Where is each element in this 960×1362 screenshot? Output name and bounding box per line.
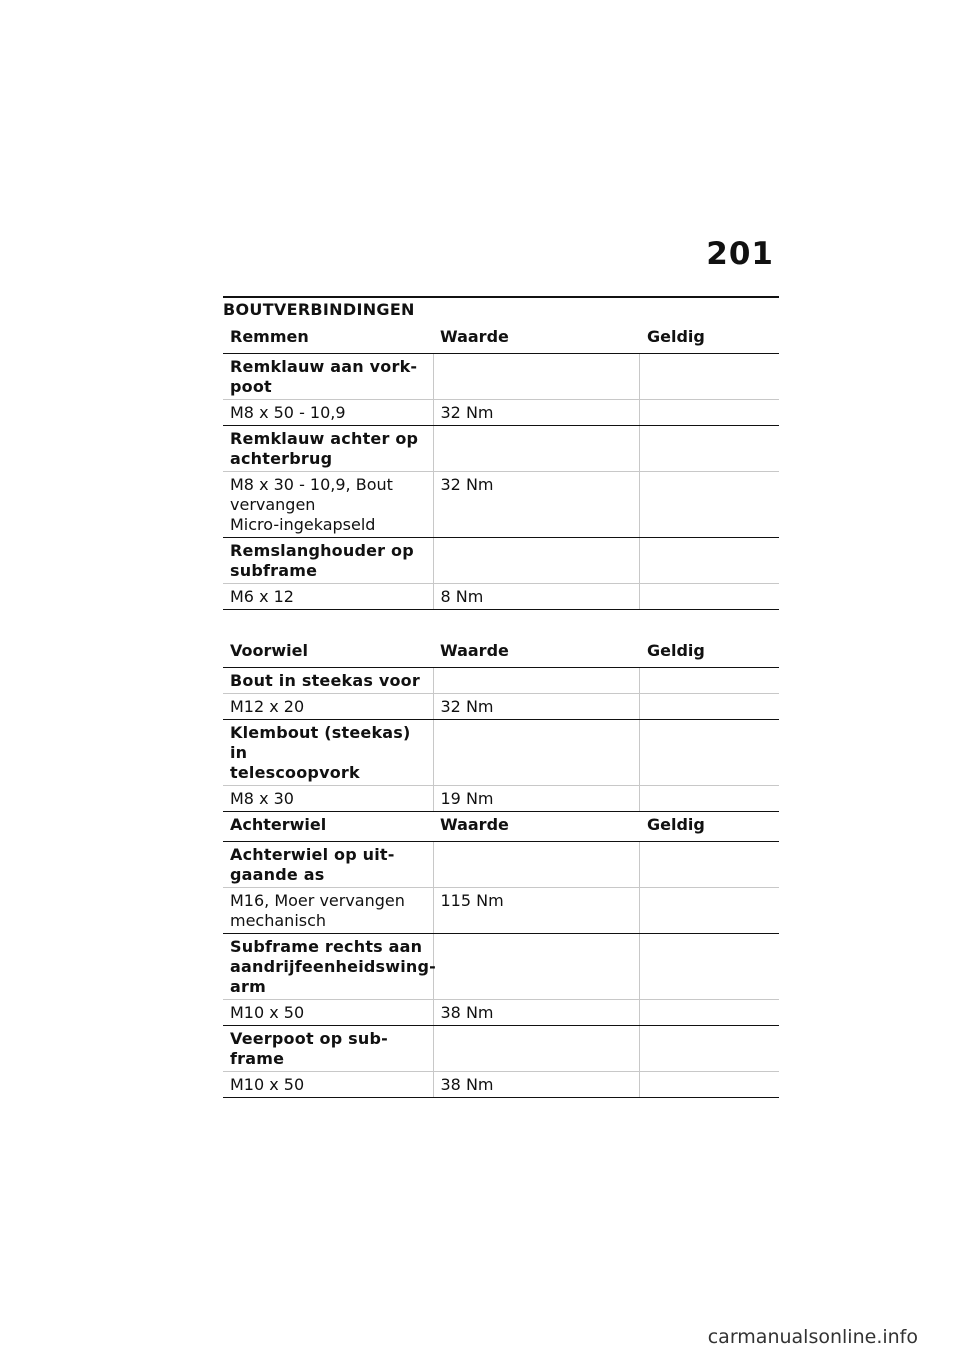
component-name: Remklauw achter op achterbrug	[223, 426, 433, 472]
component-name: Remklauw aan vork- poot	[223, 354, 433, 400]
component-name: Subframe rechts aan aandrijfeenheidswing- arm	[223, 934, 433, 1000]
brakes-torque-table	[223, 320, 779, 610]
column-header-component: Achterwiel	[223, 808, 433, 842]
table-row-spec	[223, 1000, 779, 1026]
empty-cell	[433, 934, 639, 1000]
empty-cell	[433, 426, 639, 472]
empty-cell	[433, 842, 639, 888]
torque-value: 32 Nm	[433, 400, 639, 426]
torque-value: 8 Nm	[433, 584, 639, 610]
column-header-valid: Geldig	[639, 320, 779, 354]
table-header-row	[223, 320, 779, 354]
empty-cell	[433, 354, 639, 400]
table-row-item	[223, 1026, 779, 1072]
empty-cell	[639, 538, 779, 584]
bolt-spec: M8 x 30	[223, 786, 433, 812]
bolt-spec: M10 x 50	[223, 1072, 433, 1098]
column-header-valid: Geldig	[639, 634, 779, 668]
torque-value: 38 Nm	[433, 1072, 639, 1098]
valid-cell	[639, 694, 779, 720]
front-wheel-torque-table	[223, 634, 779, 812]
table-row-item	[223, 934, 779, 1000]
empty-cell	[639, 842, 779, 888]
bolt-spec: M8 x 50 - 10,9	[223, 400, 433, 426]
component-name: Achterwiel op uit- gaande as	[223, 842, 433, 888]
column-header-value: Waarde	[433, 320, 639, 354]
bolt-spec: M8 x 30 - 10,9, Bout vervangen Micro-ingekapseld	[223, 472, 433, 538]
table-row-item	[223, 426, 779, 472]
table-row-spec	[223, 694, 779, 720]
table-row-spec	[223, 400, 779, 426]
valid-cell	[639, 472, 779, 538]
page-number: 201	[706, 236, 774, 272]
table-row-spec	[223, 472, 779, 538]
empty-cell	[433, 668, 639, 694]
valid-cell	[639, 584, 779, 610]
empty-cell	[639, 720, 779, 786]
valid-cell	[639, 400, 779, 426]
column-header-value: Waarde	[433, 808, 639, 842]
table-row-item	[223, 842, 779, 888]
empty-cell	[433, 538, 639, 584]
column-header-valid: Geldig	[639, 808, 779, 842]
component-name: Bout in steekas voor	[223, 668, 433, 694]
valid-cell	[639, 1072, 779, 1098]
table-header-row	[223, 634, 779, 668]
section-heading: BOUTVERBINDINGEN	[223, 296, 779, 319]
table-row-item	[223, 668, 779, 694]
table-row-item	[223, 354, 779, 400]
table-row-item	[223, 538, 779, 584]
valid-cell	[639, 888, 779, 934]
rear-wheel-torque-table	[223, 808, 779, 1098]
bolt-spec: M12 x 20	[223, 694, 433, 720]
column-header-component: Remmen	[223, 320, 433, 354]
torque-value: 32 Nm	[433, 694, 639, 720]
empty-cell	[639, 668, 779, 694]
footer-watermark: carmanualsonline.info	[707, 1326, 918, 1348]
bolt-spec: M16, Moer vervangen mechanisch	[223, 888, 433, 934]
table-row-item	[223, 720, 779, 786]
empty-cell	[433, 1026, 639, 1072]
component-name: Klembout (steekas) in telescoopvork	[223, 720, 433, 786]
table-row-spec	[223, 888, 779, 934]
component-name: Veerpoot op sub- frame	[223, 1026, 433, 1072]
torque-value: 32 Nm	[433, 472, 639, 538]
bolt-spec: M6 x 12	[223, 584, 433, 610]
bolt-spec: M10 x 50	[223, 1000, 433, 1026]
column-header-component: Voorwiel	[223, 634, 433, 668]
empty-cell	[639, 426, 779, 472]
valid-cell	[639, 1000, 779, 1026]
torque-value: 38 Nm	[433, 1000, 639, 1026]
empty-cell	[639, 1026, 779, 1072]
empty-cell	[639, 354, 779, 400]
empty-cell	[433, 720, 639, 786]
torque-value: 115 Nm	[433, 888, 639, 934]
table-header-row	[223, 808, 779, 842]
component-name: Remslanghouder op subframe	[223, 538, 433, 584]
table-row-spec	[223, 584, 779, 610]
torque-value: 19 Nm	[433, 786, 639, 812]
column-header-value: Waarde	[433, 634, 639, 668]
empty-cell	[639, 934, 779, 1000]
table-row-spec	[223, 1072, 779, 1098]
